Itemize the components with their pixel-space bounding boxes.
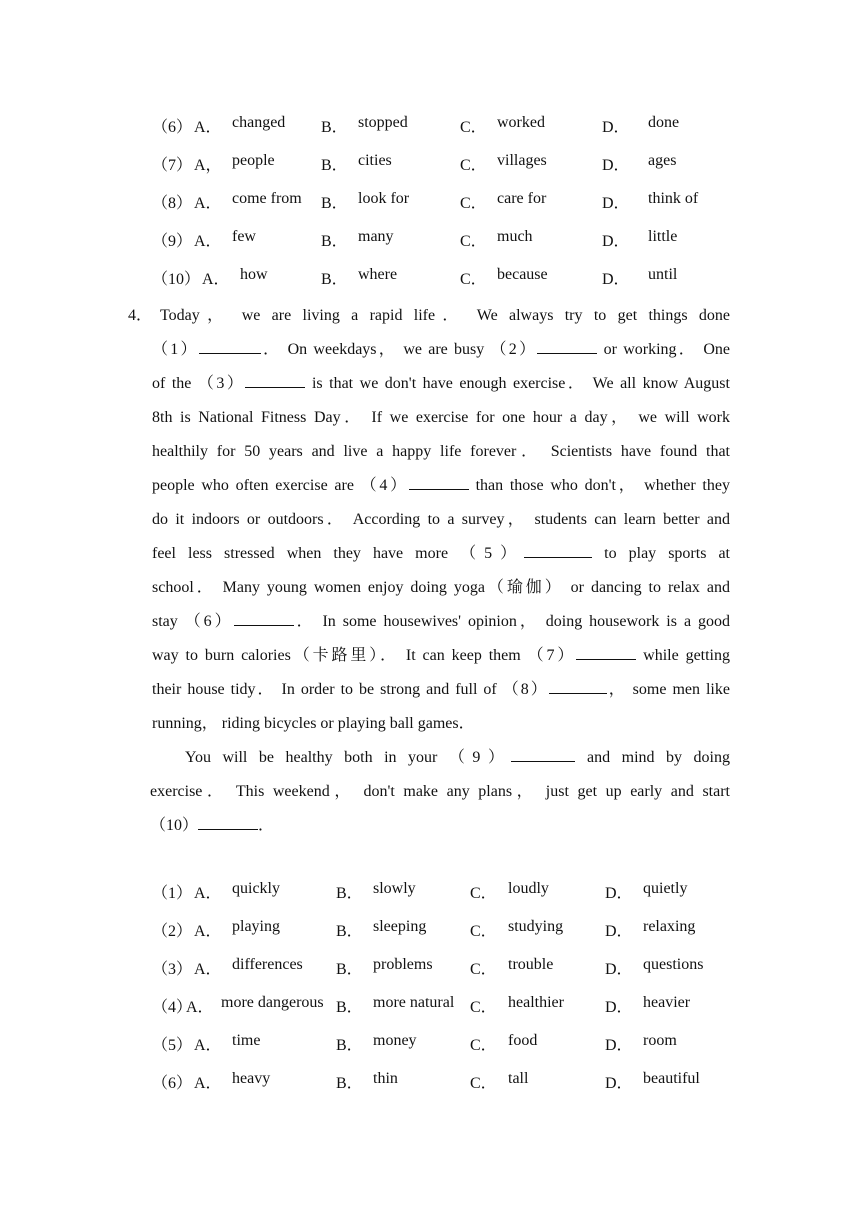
option-d: done bbox=[648, 114, 680, 131]
option-c-mark: C． bbox=[460, 271, 487, 288]
option-a: differences bbox=[232, 956, 303, 973]
option-number: （10） bbox=[152, 271, 201, 288]
option-b-mark: B． bbox=[336, 999, 363, 1016]
option-b-mark: B． bbox=[321, 119, 348, 136]
option-a-mark: A， bbox=[194, 157, 222, 174]
option-number: （3） bbox=[152, 961, 193, 978]
option-b-mark: B． bbox=[336, 1075, 363, 1092]
option-b-mark: B． bbox=[336, 923, 363, 940]
option-c-mark: C． bbox=[470, 1037, 497, 1054]
passage-line: 8th is National Fitness Day． If we exercise for one hour a day， we will work bbox=[152, 409, 730, 426]
answer-blank-7[interactable] bbox=[576, 645, 636, 660]
option-d-mark: D． bbox=[602, 233, 630, 250]
option-number: （6） bbox=[152, 119, 193, 136]
question-number: 4． bbox=[128, 307, 153, 324]
option-a-mark: A． bbox=[194, 195, 222, 212]
option-a-mark: A． bbox=[194, 1075, 222, 1092]
passage-line: school． Many young women enjoy doing yoga（瑜伽） or dancing to relax and bbox=[152, 579, 730, 596]
passage-line: healthily for 50 years and live a happy life forever． Scientists have found that bbox=[152, 443, 730, 460]
option-d-mark: D． bbox=[605, 1037, 633, 1054]
option-b-mark: B． bbox=[321, 195, 348, 212]
option-b-mark: B． bbox=[321, 157, 348, 174]
option-c: food bbox=[508, 1032, 538, 1049]
option-d-mark: D． bbox=[602, 157, 630, 174]
answer-blank-3[interactable] bbox=[245, 373, 305, 388]
option-d-mark: D． bbox=[605, 923, 633, 940]
option-b: thin bbox=[373, 1070, 398, 1087]
option-number: （5） bbox=[152, 1037, 193, 1054]
option-a: heavy bbox=[232, 1070, 271, 1087]
passage-line: running， riding bicycles or playing ball games． bbox=[152, 715, 475, 732]
option-d-mark: D． bbox=[602, 195, 630, 212]
answer-blank-10[interactable] bbox=[198, 815, 258, 830]
option-d: relaxing bbox=[643, 918, 696, 935]
passage-line: stay （6） ． In some housewives' opinion， doing housework is a good bbox=[152, 613, 730, 630]
option-a: come from bbox=[232, 190, 302, 207]
option-c-mark: C． bbox=[470, 1075, 497, 1092]
option-d-mark: D． bbox=[602, 119, 630, 136]
option-a: people bbox=[232, 152, 275, 169]
answer-blank-8[interactable] bbox=[549, 679, 607, 694]
option-a-mark: A． bbox=[186, 999, 214, 1016]
option-d: until bbox=[648, 266, 678, 283]
option-b: more natural bbox=[373, 994, 455, 1011]
option-a: quickly bbox=[232, 880, 280, 897]
passage-line: their house tidy． In order to be strong and full of （8） ， some men like bbox=[152, 681, 730, 698]
passage-line: Today， we are living a rapid life． We always try to get things done bbox=[160, 307, 730, 324]
option-a: time bbox=[232, 1032, 261, 1049]
passage-line: exercise． This weekend， don't make any plans， just get up early and start bbox=[150, 783, 730, 800]
option-d: questions bbox=[643, 956, 704, 973]
option-c: much bbox=[497, 228, 533, 245]
option-d: little bbox=[648, 228, 678, 245]
option-c: healthier bbox=[508, 994, 564, 1011]
option-c-mark: C． bbox=[460, 119, 487, 136]
option-b: cities bbox=[358, 152, 392, 169]
option-a-mark: A． bbox=[194, 119, 222, 136]
passage-line: （1） ． On weekdays， we are busy （2） or working． One bbox=[152, 341, 730, 358]
option-a-mark: A． bbox=[194, 885, 222, 902]
option-b: stopped bbox=[358, 114, 408, 131]
option-b-mark: B． bbox=[321, 233, 348, 250]
option-c-mark: C． bbox=[460, 233, 487, 250]
option-b: money bbox=[373, 1032, 417, 1049]
option-c: tall bbox=[508, 1070, 529, 1087]
option-d: ages bbox=[648, 152, 677, 169]
option-number: （1） bbox=[152, 885, 193, 902]
answer-blank-4[interactable] bbox=[409, 475, 469, 490]
option-b: sleeping bbox=[373, 918, 427, 935]
option-b-mark: B． bbox=[336, 961, 363, 978]
option-b-mark: B． bbox=[336, 885, 363, 902]
option-a: changed bbox=[232, 114, 286, 131]
option-d-mark: D． bbox=[605, 961, 633, 978]
option-c-mark: C． bbox=[470, 923, 497, 940]
option-b: look for bbox=[358, 190, 410, 207]
option-b-mark: B． bbox=[336, 1037, 363, 1054]
option-d-mark: D． bbox=[605, 999, 633, 1016]
option-a-mark: A． bbox=[194, 1037, 222, 1054]
option-c: studying bbox=[508, 918, 564, 935]
option-b-mark: B． bbox=[321, 271, 348, 288]
answer-blank-1[interactable] bbox=[199, 339, 261, 354]
option-b: where bbox=[358, 266, 398, 283]
answer-blank-2[interactable] bbox=[537, 339, 597, 354]
option-c: because bbox=[497, 266, 548, 283]
passage-line: do it indoors or outdoors． According to a survey， students can learn better and bbox=[152, 511, 730, 528]
option-a: few bbox=[232, 228, 256, 245]
option-a: more dangerous bbox=[221, 994, 324, 1011]
option-b: slowly bbox=[373, 880, 416, 897]
option-d-mark: D． bbox=[605, 1075, 633, 1092]
answer-blank-9[interactable] bbox=[511, 747, 575, 762]
option-c-mark: C． bbox=[470, 961, 497, 978]
option-a-mark: A． bbox=[202, 271, 230, 288]
option-number: （8） bbox=[152, 195, 193, 212]
option-c-mark: C． bbox=[460, 157, 487, 174]
option-c-mark: C． bbox=[470, 999, 497, 1016]
option-b: many bbox=[358, 228, 394, 245]
option-d: think of bbox=[648, 190, 699, 207]
option-c-mark: C． bbox=[470, 885, 497, 902]
option-number: （2） bbox=[152, 923, 193, 940]
answer-blank-6[interactable] bbox=[234, 611, 294, 626]
option-d-mark: D． bbox=[602, 271, 630, 288]
passage-line: （10） ． bbox=[150, 817, 275, 834]
option-number: （4） bbox=[152, 999, 193, 1016]
passage-line: You will be healthy both in your （9） and mind by doing bbox=[185, 749, 731, 766]
option-c-mark: C． bbox=[460, 195, 487, 212]
option-c: trouble bbox=[508, 956, 554, 973]
option-c: worked bbox=[497, 114, 545, 131]
option-a-mark: A． bbox=[194, 233, 222, 250]
option-number: （7） bbox=[152, 157, 193, 174]
passage-line: of the （3） is that we don't have enough exercise． We all know August bbox=[152, 375, 730, 392]
option-number: （9） bbox=[152, 233, 193, 250]
option-d: heavier bbox=[643, 994, 691, 1011]
option-a-mark: A． bbox=[194, 961, 222, 978]
option-a: playing bbox=[232, 918, 280, 935]
option-c: loudly bbox=[508, 880, 549, 897]
option-b: problems bbox=[373, 956, 433, 973]
passage-line: way to burn calories（卡路里）． It can keep them （7） while getting bbox=[152, 647, 730, 664]
option-a: how bbox=[240, 266, 268, 283]
option-d: quietly bbox=[643, 880, 688, 897]
option-d: beautiful bbox=[643, 1070, 700, 1087]
option-number: （6） bbox=[152, 1075, 193, 1092]
option-d: room bbox=[643, 1032, 677, 1049]
option-d-mark: D． bbox=[605, 885, 633, 902]
passage-line: feel less stressed when they have more （5） to play sports at bbox=[152, 545, 730, 562]
option-c: villages bbox=[497, 152, 547, 169]
option-a-mark: A． bbox=[194, 923, 222, 940]
option-c: care for bbox=[497, 190, 547, 207]
answer-blank-5[interactable] bbox=[524, 543, 592, 558]
passage-line: people who often exercise are （4） than those who don't， whether they bbox=[152, 477, 730, 494]
